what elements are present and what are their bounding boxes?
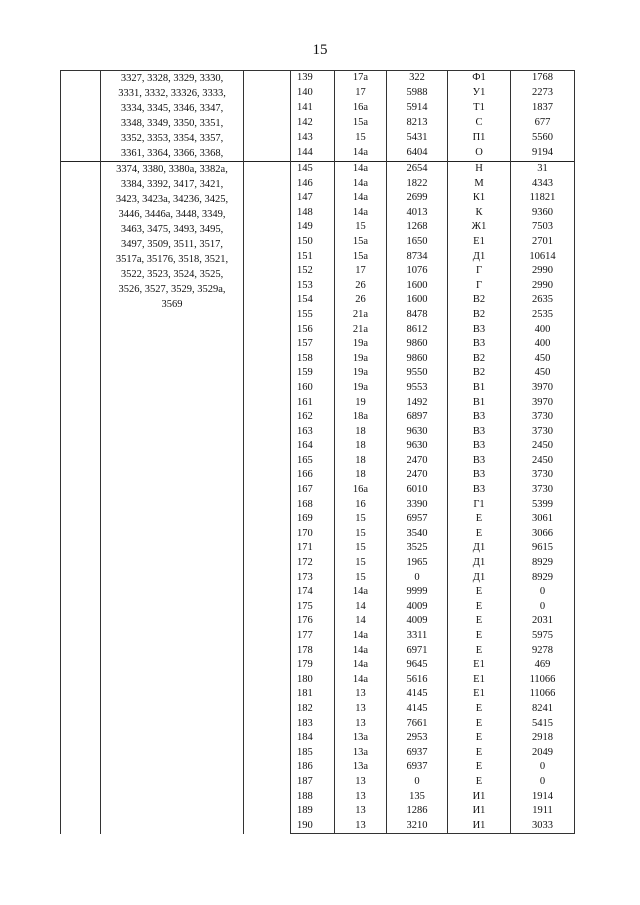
category-label: Г1 (473, 498, 485, 510)
amount-value: 3970 (511, 396, 575, 411)
code-value: 18а (352, 411, 369, 423)
code-value: 15 (355, 542, 366, 554)
row-number: 184 (291, 731, 335, 746)
row-number: 183 (291, 717, 335, 732)
code-value: 26 (355, 279, 366, 291)
code-value: 13а (352, 746, 369, 758)
quantity-value: 1650 (387, 235, 448, 250)
row-number: 161 (291, 396, 335, 411)
quantity-value: 1822 (387, 177, 448, 192)
amount-value: 11821 (511, 191, 575, 206)
row-number: 149 (291, 220, 335, 235)
quantity-value: 2470 (387, 454, 448, 469)
code-value: 13 (355, 688, 366, 700)
amount-value: 3066 (511, 527, 575, 542)
quantity-value: 3311 (387, 629, 448, 644)
amount-value: 2990 (511, 264, 575, 279)
category-label: К (475, 206, 483, 218)
row-number: 150 (291, 235, 335, 250)
number-list-line: 3423, 3423а, 34236, 3425, (115, 194, 229, 205)
row-number: 141 (291, 101, 335, 116)
amount-value: 2701 (511, 235, 575, 250)
row-number: 144 (291, 146, 335, 162)
category-label: К1 (472, 192, 486, 204)
row-number: 162 (291, 410, 335, 425)
code-value: 15 (355, 557, 366, 569)
code-value: 14а (335, 162, 387, 177)
number-list-line: 3463, 3475, 3493, 3495, (120, 224, 224, 235)
amount-value: 2031 (511, 614, 575, 629)
row-number: 154 (291, 293, 335, 308)
category-label: И1 (472, 805, 486, 817)
amount-value: 11066 (511, 673, 575, 688)
code-value: 21а (352, 323, 369, 335)
code-value: 16а (352, 484, 369, 496)
amount-value: 5415 (511, 717, 575, 732)
row-number: 189 (291, 804, 335, 819)
amount-value: 0 (511, 600, 575, 615)
row-number: 188 (291, 790, 335, 805)
amount-value: 3730 (511, 468, 575, 483)
category-label: В3 (472, 484, 486, 496)
category-label: Е (475, 702, 483, 714)
number-list-line: 3361, 3364, 3366, 3368, (120, 148, 224, 159)
amount-value: 400 (511, 337, 575, 352)
data-table (60, 70, 575, 834)
amount-value: 2450 (511, 454, 575, 469)
category-label: И1 (472, 790, 486, 802)
blank-cell (61, 71, 101, 162)
quantity-value: 9860 (387, 352, 448, 367)
quantity-value: 9550 (387, 366, 448, 381)
row-number: 190 (291, 819, 335, 834)
code-value: 13 (355, 717, 366, 729)
code-value: 13а (352, 732, 369, 744)
code-value: 16 (355, 498, 366, 510)
code-value: 13 (355, 775, 366, 787)
quantity-value: 2654 (387, 162, 448, 177)
row-number: 171 (291, 541, 335, 556)
amount-value: 8929 (511, 556, 575, 571)
code-value: 18 (355, 440, 366, 452)
quantity-value: 9860 (387, 337, 448, 352)
row-number: 167 (291, 483, 335, 498)
code-value: 19а (352, 367, 369, 379)
code-value: 13 (355, 702, 366, 714)
table-row (61, 162, 575, 177)
row-number: 175 (291, 600, 335, 615)
code-value: 15а (352, 250, 369, 262)
quantity-value: 9630 (387, 439, 448, 454)
row-number: 179 (291, 658, 335, 673)
category-label: У1 (472, 87, 486, 98)
amount-value: 31 (511, 162, 575, 177)
quantity-value: 3525 (387, 541, 448, 556)
category-label: Ж1 (471, 221, 487, 233)
amount-value: 5560 (511, 131, 575, 146)
quantity-value: 4009 (387, 614, 448, 629)
category-label: М (474, 177, 484, 189)
category-label: С (475, 116, 483, 128)
amount-value: 2990 (511, 279, 575, 294)
quantity-value: 5988 (387, 86, 448, 101)
row-number: 172 (291, 556, 335, 571)
quantity-value: 3210 (387, 819, 448, 834)
category-label: Д1 (472, 571, 486, 583)
code-value: 19а (352, 352, 369, 364)
amount-value: 9360 (511, 206, 575, 221)
quantity-value: 4009 (387, 600, 448, 615)
code-value: 14а (352, 659, 369, 671)
amount-value: 3730 (511, 483, 575, 498)
category-label: Н (448, 162, 511, 177)
quantity-value: 1492 (387, 396, 448, 411)
category-label: Д1 (472, 542, 486, 554)
number-list-cell (101, 162, 244, 834)
quantity-value: 9645 (387, 658, 448, 673)
code-value: 17 (355, 265, 366, 277)
number-list-line: 3352, 3353, 3354, 3357, (120, 133, 224, 144)
category-label: В3 (472, 454, 486, 466)
row-number: 187 (291, 775, 335, 790)
amount-value: 5399 (511, 498, 575, 513)
category-label: В3 (472, 440, 486, 452)
code-value: 13 (335, 819, 387, 834)
amount-value: 0 (511, 760, 575, 775)
code-value: 15а (352, 116, 369, 128)
category-label: Д1 (472, 557, 486, 569)
category-label: Е (475, 630, 483, 641)
row-number: 166 (291, 468, 335, 483)
quantity-value: 7661 (387, 717, 448, 732)
row-number: 177 (291, 629, 335, 644)
row-number: 173 (291, 571, 335, 586)
amount-value: 450 (511, 366, 575, 381)
row-number: 164 (291, 439, 335, 454)
quantity-value: 8612 (387, 323, 448, 338)
category-label: Е (475, 600, 483, 612)
row-number: 160 (291, 381, 335, 396)
row-number: 165 (291, 454, 335, 469)
category-label: Е (475, 615, 483, 627)
row-number: 156 (291, 323, 335, 338)
code-value: 14а (352, 206, 369, 218)
number-list-line: 3569 (161, 299, 183, 310)
code-value: 15 (355, 221, 366, 233)
quantity-value: 6404 (387, 146, 448, 162)
amount-value: 9194 (511, 146, 575, 162)
category-label: П1 (472, 131, 486, 143)
row-number: 168 (291, 498, 335, 513)
quantity-value: 135 (387, 790, 448, 805)
row-number: 139 (291, 71, 335, 87)
amount-value: 469 (511, 658, 575, 673)
code-value: 14а (352, 177, 369, 189)
row-number: 181 (291, 687, 335, 702)
category-label: Е (475, 732, 483, 744)
quantity-value: 1965 (387, 556, 448, 571)
category-label: Е (475, 527, 483, 539)
code-value: 17а (335, 71, 387, 87)
amount-value: 450 (511, 352, 575, 367)
row-number: 180 (291, 673, 335, 688)
row-number: 157 (291, 337, 335, 352)
code-value: 15 (355, 527, 366, 539)
quantity-value: 9999 (387, 585, 448, 600)
category-label: В2 (472, 294, 486, 306)
row-number: 158 (291, 352, 335, 367)
quantity-value: 6010 (387, 483, 448, 498)
category-label: Е (475, 775, 483, 787)
quantity-value: 8478 (387, 308, 448, 323)
number-list-line: 3348, 3349, 3350, 3351, (120, 118, 224, 129)
quantity-value: 4145 (387, 687, 448, 702)
code-value: 14а (352, 644, 369, 656)
amount-value: 2450 (511, 439, 575, 454)
quantity-value: 1600 (387, 279, 448, 294)
number-list-line: 3497, 3509, 3511, 3517, (121, 239, 223, 250)
row-number: 163 (291, 425, 335, 440)
code-value: 13 (355, 805, 366, 817)
category-label: Е1 (473, 659, 485, 671)
code-value: 18 (355, 469, 366, 481)
row-number: 182 (291, 702, 335, 717)
code-value: 15 (355, 131, 366, 143)
row-number: 142 (291, 116, 335, 131)
quantity-value: 8734 (387, 250, 448, 265)
category-label: Е (475, 513, 483, 525)
category-label: Т1 (473, 101, 485, 113)
category-label: Е1 (473, 673, 485, 685)
amount-value: 8241 (511, 702, 575, 717)
row-number: 176 (291, 614, 335, 629)
category-label: Е (475, 586, 483, 598)
quantity-value: 6937 (387, 746, 448, 761)
category-label: В3 (472, 338, 486, 350)
amount-value: 1837 (511, 101, 575, 116)
code-value: 15 (355, 513, 366, 525)
row-number: 152 (291, 264, 335, 279)
code-value: 14а (352, 192, 369, 204)
blank-cell (61, 162, 101, 834)
number-list-line: 3517а, 35176, 3518, 3521, (115, 254, 229, 265)
blank-cell (244, 71, 291, 162)
quantity-value: 5616 (387, 673, 448, 688)
quantity-value: 4145 (387, 702, 448, 717)
amount-value: 10614 (511, 250, 575, 265)
code-value: 17 (355, 87, 366, 98)
code-value: 14а (352, 146, 369, 158)
amount-value: 3033 (511, 819, 575, 834)
category-label: В3 (472, 425, 486, 437)
code-value: 14 (355, 615, 366, 627)
category-label: Е1 (473, 235, 485, 247)
number-list-line: 3374, 3380, 3380а, 3382а, (116, 164, 228, 175)
category-label: Е (475, 746, 483, 758)
amount-value: 4343 (511, 177, 575, 192)
amount-value: 3730 (511, 410, 575, 425)
row-number: 186 (291, 760, 335, 775)
row-number: 155 (291, 308, 335, 323)
row-number: 170 (291, 527, 335, 542)
amount-value: 2273 (511, 86, 575, 101)
quantity-value: 0 (387, 571, 448, 586)
code-value: 13а (352, 761, 369, 773)
code-value: 15а (352, 235, 369, 247)
quantity-value: 3540 (387, 527, 448, 542)
quantity-value: 1600 (387, 293, 448, 308)
code-value: 14 (355, 600, 366, 612)
amount-value: 2535 (511, 308, 575, 323)
row-number: 185 (291, 746, 335, 761)
category-label: В3 (472, 411, 486, 423)
amount-value: 0 (511, 775, 575, 790)
code-value: 13 (355, 790, 366, 802)
quantity-value: 6971 (387, 644, 448, 659)
row-number: 151 (291, 250, 335, 265)
amount-value: 3061 (511, 512, 575, 527)
quantity-value: 2953 (387, 731, 448, 746)
row-number: 146 (291, 177, 335, 192)
row-number: 169 (291, 512, 335, 527)
row-number: 148 (291, 206, 335, 221)
category-label: Г (475, 279, 483, 291)
category-label: Е (475, 761, 483, 773)
row-number: 147 (291, 191, 335, 206)
category-label: В2 (472, 352, 486, 364)
amount-value: 2049 (511, 746, 575, 761)
number-list-line: 3334, 3345, 3346, 3347, (120, 103, 224, 114)
row-number: 174 (291, 585, 335, 600)
amount-value: 9278 (511, 644, 575, 659)
category-label: В3 (472, 323, 486, 335)
category-label: Е1 (473, 688, 485, 700)
category-label: В2 (472, 367, 486, 379)
blank-cell (244, 162, 291, 834)
number-list-line: 3526, 3527, 3529, 3529а, (118, 284, 226, 295)
quantity-value: 1076 (387, 264, 448, 279)
amount-value: 3970 (511, 381, 575, 396)
quantity-value: 6957 (387, 512, 448, 527)
quantity-value: 322 (387, 71, 448, 87)
quantity-value: 5914 (387, 101, 448, 116)
code-value: 19 (355, 396, 366, 408)
amount-value: 5975 (511, 629, 575, 644)
category-label: В1 (472, 381, 486, 393)
category-label: В1 (472, 396, 486, 408)
row-number: 178 (291, 644, 335, 659)
amount-value: 2635 (511, 293, 575, 308)
code-value: 26 (355, 294, 366, 306)
amount-value: 7503 (511, 220, 575, 235)
amount-value: 11066 (511, 687, 575, 702)
category-label: В3 (472, 469, 486, 481)
amount-value: 1768 (511, 71, 575, 87)
category-label: В2 (472, 308, 486, 320)
row-number: 153 (291, 279, 335, 294)
quantity-value: 2470 (387, 468, 448, 483)
amount-value: 0 (511, 585, 575, 600)
quantity-value: 9630 (387, 425, 448, 440)
code-value: 14а (352, 673, 369, 685)
code-value: 18 (355, 454, 366, 466)
category-label: И1 (448, 819, 511, 834)
code-value: 15 (355, 571, 366, 583)
number-list-line: 3446, 3446а, 3448, 3349, (118, 209, 226, 220)
category-label: Г (475, 265, 483, 277)
code-value: 16а (352, 101, 369, 113)
amount-value: 677 (511, 116, 575, 131)
amount-value: 1914 (511, 790, 575, 805)
quantity-value: 8213 (387, 116, 448, 131)
quantity-value: 1286 (387, 804, 448, 819)
quantity-value: 5431 (387, 131, 448, 146)
quantity-value: 3390 (387, 498, 448, 513)
number-list-line: 3522, 3523, 3524, 3525, (120, 269, 224, 280)
page-number: 15 (312, 42, 328, 58)
code-value: 18 (355, 425, 366, 437)
quantity-value: 0 (387, 775, 448, 790)
row-number: 140 (291, 86, 335, 101)
category-label: О (475, 146, 483, 158)
number-list-line: 3327, 3328, 3329, 3330, (120, 73, 224, 84)
quantity-value: 9553 (387, 381, 448, 396)
code-value: 14а (352, 630, 369, 641)
number-list-line: 3331, 3332, 33326, 3333, (118, 88, 226, 99)
table-row (61, 71, 575, 87)
amount-value: 1911 (511, 804, 575, 819)
amount-value: 9615 (511, 541, 575, 556)
row-number: 145 (291, 162, 335, 177)
category-label: Д1 (472, 250, 486, 262)
category-label: Е (475, 644, 483, 656)
number-list-cell (101, 71, 244, 162)
code-value: 19а (352, 338, 369, 350)
quantity-value: 6897 (387, 410, 448, 425)
amount-value: 8929 (511, 571, 575, 586)
amount-value: 400 (511, 323, 575, 338)
quantity-value: 2699 (387, 191, 448, 206)
quantity-value: 6937 (387, 760, 448, 775)
code-value: 14а (352, 586, 369, 598)
code-value: 21а (352, 308, 369, 320)
category-label: Е (475, 717, 483, 729)
amount-value: 2918 (511, 731, 575, 746)
quantity-value: 1268 (387, 220, 448, 235)
row-number: 143 (291, 131, 335, 146)
quantity-value: 4013 (387, 206, 448, 221)
category-label: Ф1 (448, 71, 511, 87)
data-table-body (61, 71, 575, 834)
code-value: 19а (352, 381, 369, 393)
number-list-line: 3384, 3392, 3417, 3421, (120, 179, 224, 190)
row-number: 159 (291, 366, 335, 381)
amount-value: 3730 (511, 425, 575, 440)
